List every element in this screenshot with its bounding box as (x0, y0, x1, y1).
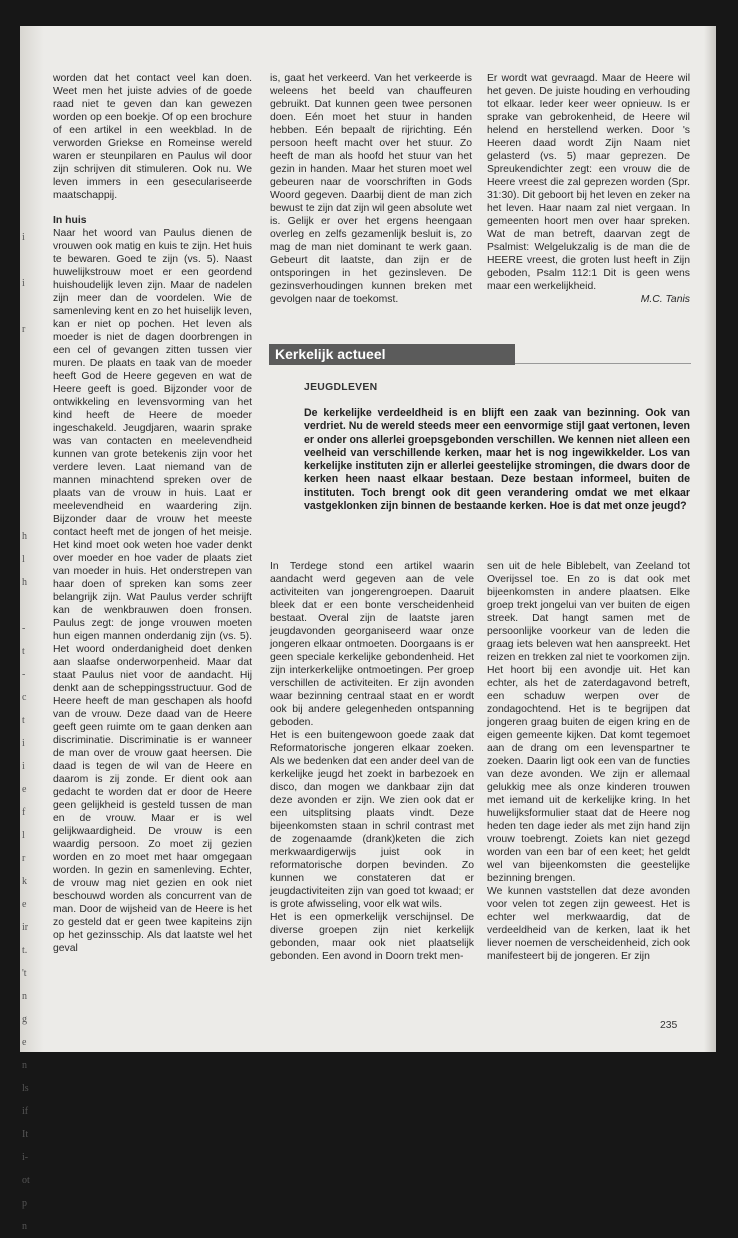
margin-bleed-letters (22, 226, 38, 1238)
bleed-letter: h (22, 531, 27, 542)
bleed-letter: t (22, 715, 25, 726)
bleed-letter (22, 295, 38, 318)
bleed-letter: ls (22, 1083, 29, 1094)
bleed-letter (22, 502, 38, 525)
bleed-letter: r (22, 324, 26, 335)
bleed-letter (22, 479, 38, 502)
bleed-letter (22, 433, 38, 456)
bleed-letter: n (22, 991, 27, 1002)
bleed-letter: t. (22, 945, 28, 956)
author-signature: M.C. Tanis (640, 294, 690, 305)
paragraph: worden dat het contact veel kan doen. Weet men het juiste advies of de goede raad niet te geven dan kan gewezen worden op een boekje. Of op een brochure of een artikel in een weekblad. In de verworden Griekse en Romeinse wereld waren er steunpilaren en Paulus wil door zijn schrijven dit stimuleren. Ook nu. We leven immers in een geseculariseerde maatschappij. (53, 73, 252, 201)
bleed-letter: i- (22, 1152, 29, 1163)
article-lead: De kerkelijke verdeeldheid is en blijft een zaak van bezinning. Ook van verdriet. Nu de wereld steeds meer een eenvormige stijl gaat vertonen, leven er onder ons allerlei groepsgebonden verschillen. We kennen niet alleen een veelheid van verschillende kerken, maar het is nog ingewikkelder. Los van kerkelijke instituten zijn er allerlei geestelijke stromingen, die dwars door de kerken heen naast elkaar bestaan. Deze bestaan informeel, buiten de instituten. Toch brengt ook dit geen verandering omdat we met elkaar vastgeklonken zijn binnen de bestaande kerken. Hoe is dat met onze jeugd? (304, 407, 690, 513)
bleed-letter (22, 364, 38, 387)
book-page (20, 26, 716, 1232)
bleed-letter: It (22, 1129, 29, 1140)
paragraph: Naar het woord van Paulus dienen de vrouwen ook matig en kuis te zijn. Het huis te bewaren. Goed te zijn (vs. 5). Naast huwelijkstrouw moet er een geordend huishoudelijk leven zijn. Maar de nadelen zijn meer dan de voordelen. Wie de samenleving kent en zo het huiselijk leven, kan er niet op pochen. Het leven als moeder is niet de dagen doorbrengen in een cel of gevangen zitten tussen vier muren. De plaats en taak van de moeder heeft God de Heere gegeven en wat de Heere geeft is goed. Bijzonder voor de ontwikkeling en levensvorming van het kind heeft de Heere de moeder ingeschakeld. Jeugdjaren, waarin sprake was van contacten en meelevendheid kunnen van grote betekenis zijn voor het verdere leven. Laat niemand van de mannen minachtend spreken over de plaats van de vrouw in huis. Laat er meelevendheid en waardering zijn. Bijzonder daar de vrouw het meeste contact heeft met de jongen of het meisje. Het kind moet ook weten hoe vader denkt over moeder en hoe vader de plaats ziet van moeder in huis. Het onderstrepen van haar doen of spreken kan soms zeer belangrijk zijn. Wat Paulus verder schrijft kan de wenkbrauwen doen fronsen. Paulus zegt: de jonge vrouwen moeten hun eigen mannen onderdanig zijn (vs. 5). Het woord onderdanigheid doet denken aan slaafse onderworpenheid. Maar dat staat Paulus niet voor de aandacht. Hij denkt aan de scheppingsstructuur. God de Heere heeft de man geschapen als hoofd van de vrouw. Deze daad van de Heere geeft geen ruimte om te gaan denken aan discriminatie. Discriminatie is er wanneer de man over de vrouw gaat heersen. Die daad is tegen de wil van de Heere en daarom is zij zonde. Er dient ook aan gedacht te worden dat er door de Heere geen gelijkheid is gesteld tussen de man en de vrouw. Maar er is wel gelijkwaardigheid. De vrouw is een waardig persoon. Zo moet zij gezien worden en zo moet met haar omgegaan worden. In gezin en samenleving. Echter, de vrouw mag niet gezien en ook niet beschouwd worden als concurrent van de man. Door de wijsheid van de Heere is het zo gesteld dat er geen twee kapiteins zijn op het gezinsschip. Als dat laatste wel het geval (53, 228, 252, 954)
bleed-letter: - (22, 623, 26, 634)
bleed-letter: g (22, 1014, 27, 1025)
bleed-letter (22, 594, 38, 617)
bleed-letter: p (22, 1198, 27, 1209)
bleed-letter: r (22, 853, 26, 864)
bleed-letter: i (22, 232, 25, 243)
bleed-letter: i (22, 278, 25, 289)
paragraph: Het is een buitengewoon goede zaak dat Reformatorische jongeren elkaar zoeken. Als we bedenken dat een ander deel van de kerkelijke jeugd het zoekt in barbezoek en disco, dan mogen we dankbaar zijn dat deze avonden er zijn. We zien ook dat er een uitsplitsing plaats vindt. Deze bijeenkomsten staan in schril contrast met de zogenaamde (drank)keten die zich merkwaardigerwijs juist ook in reformatorische dorpen bevinden. Zo kunnen we constateren dat er jeugdactiviteiten zijn van goed tot kwaad; er is grote afwisseling, voor elk wat wils. (270, 730, 474, 910)
bleed-letter: i (22, 761, 25, 772)
bleed-letter: i (22, 738, 25, 749)
bleed-letter: e (22, 1037, 27, 1048)
banner-rule (515, 363, 691, 364)
bleed-letter: l (22, 830, 25, 841)
column-2 (270, 72, 472, 306)
bleed-letter (22, 410, 38, 433)
bleed-letter: n (22, 1221, 27, 1232)
bleed-letter: ot (22, 1175, 30, 1186)
column-4 (270, 560, 474, 963)
bleed-letter: e (22, 784, 27, 795)
bleed-letter: e (22, 899, 27, 910)
bleed-letter: - (22, 669, 26, 680)
bleed-letter: n (22, 1060, 27, 1071)
page-edge (704, 26, 716, 1052)
paragraph: Er wordt wat gevraagd. Maar de Heere wil het geven. De juiste houding en verhouding tot elkaar. Ieder keer weer opnieuw. Is er sprake van gebrokenheid, de Heere wil helend en herstellend werken. Door 's Heeren daad wordt Zijn Naam niet gelasterd (vs. 5) maar geprezen. De Spreukendichter zegt: een vrouw die de Heere vreest die zal geprezen worden (Spr. 31:30). Dit geboort bij het leven en zeker na het leven. Haar naam zal niet vergaan. In gemeenten hoort men over haar spreken. Wat de man betreft, daarvan zegt de Psalmist: Welgelukzalig is de man die de HEERE vreest, die groten lust heeft in Zijn geboden, Psalm 112:1 Dit is geen wens maar een werkelijkheid. (487, 73, 690, 292)
paragraph: In Terdege stond een artikel waarin aandacht werd gegeven aan de vele activiteiten van jongerengroepen. Daaruit bleek dat er een bonte verscheidenheid bestaat. Overal zijn de laatste jaren jeugdavonden georganiseerd waar onze jongeren elkaar ontmoeten. Doorgaans is er geen speciale kerkelijke gebondenheid. Het zijn interkerkelijke ontmoetingen. Per groep verschillen de activiteiten. Er zijn avonden waar bezinning centraal staat en er wordt ook bij andere gelegenheden ontspanning geboden. (270, 561, 474, 728)
bleed-letter: ir (22, 922, 29, 933)
bleed-letter: t (22, 646, 25, 657)
article-kicker: JEUGDLEVEN (304, 382, 378, 393)
paragraph: Het is een opmerkelijk verschijnsel. De diverse groepen zijn niet kerkelijk gebonden, maar ook niet plaatselijk gebonden. Een avond in Doorn trekt men- (270, 912, 474, 962)
bleed-letter (22, 341, 38, 364)
paragraph: sen uit de hele Biblebelt, van Zeeland tot Overijssel toe. En zo is dat ook met bijeenkomsten in andere plaatsen. Elke groep trekt jongelui van ver buiten de eigen streek. Dat hangt samen met de persoonlijke voorkeur van de leden die graag iets beleven wat hen aanspreekt. Het reizen en trekken zal niet te voorkomen zijn. Het hoort bij een avondje uit. Het kan echter, als het de zaterdagavond betreft, een schaduw werpen over de zondagochtend. Het is te begrijpen dat jongeren graag buiten de eigen kring en de eigen gemeente kijken. Dat komt tegemoet aan de drang om een levenspartner te zoeken. Daarin ligt ook een van de functies van deze avonden. We zijn er allemaal gelukkig mee als onze kinderen trouwen met iemand uit de kerkelijke kring. In het huwelijksformulier staat dat de Heere nog heden ten dage ieder als met zijn hand zijn vrouw toebrengt. Zoiets kan niet gezegd worden van een bar of een keet; het geldt wel van bijeenkomsten die geestelijke bezinning brengen. (487, 561, 690, 884)
paragraph: We kunnen vaststellen dat deze avonden voor velen tot zegen zijn geweest. Het is echter wel merkwaardig, dat de verdeeldheid van de kerken, laat ik het liever noemen de verscheidenheid, zich ook manifesteert bij de jongeren. Er zijn (487, 886, 690, 962)
bleed-letter (22, 456, 38, 479)
column-5 (487, 560, 690, 963)
bleed-letter: k (22, 876, 27, 887)
bleed-letter (22, 249, 38, 272)
bleed-letter: f (22, 807, 26, 818)
bleed-letter: c (22, 692, 27, 703)
column-3 (487, 72, 690, 306)
bleed-letter (22, 387, 38, 410)
column-1 (53, 72, 252, 955)
section-banner: Kerkelijk actueel (269, 344, 515, 365)
bleed-letter: if (22, 1106, 29, 1117)
bleed-letter: h (22, 577, 27, 588)
page-number: 235 (660, 1020, 678, 1031)
section-heading: In huis (53, 215, 87, 226)
bleed-letter: l (22, 554, 25, 565)
bleed-letter: 't (22, 968, 27, 979)
paragraph: is, gaat het verkeerd. Van het verkeerde is weleens het beeld van chauffeuren gebruikt. Dat kunnen geen twee personen doen. Eén moet het stuur in handen hebben. Eén bepaalt de rijrichting. Eén persoon heeft macht over het stuur. Zo heeft de man als hoofd het stuur van het gezin in handen. Maar het sturen moet wel gebeuren naar de voorschriften in Gods Woord gegeven. Daarbij dient de man zich bewust te zijn dat zijn wil geen absolute wet is. Gelijk er over het ergens heengaan overleg en zelfs gezamenlijk besluit is, zo mag de man niet dominant te werk gaan. Gebeurt dit laatste, dan zijn er de ontsporingen in het gezinsleven. De gezinsverhoudingen kunnen breken met gevolgen naar de toekomst. (270, 73, 472, 305)
